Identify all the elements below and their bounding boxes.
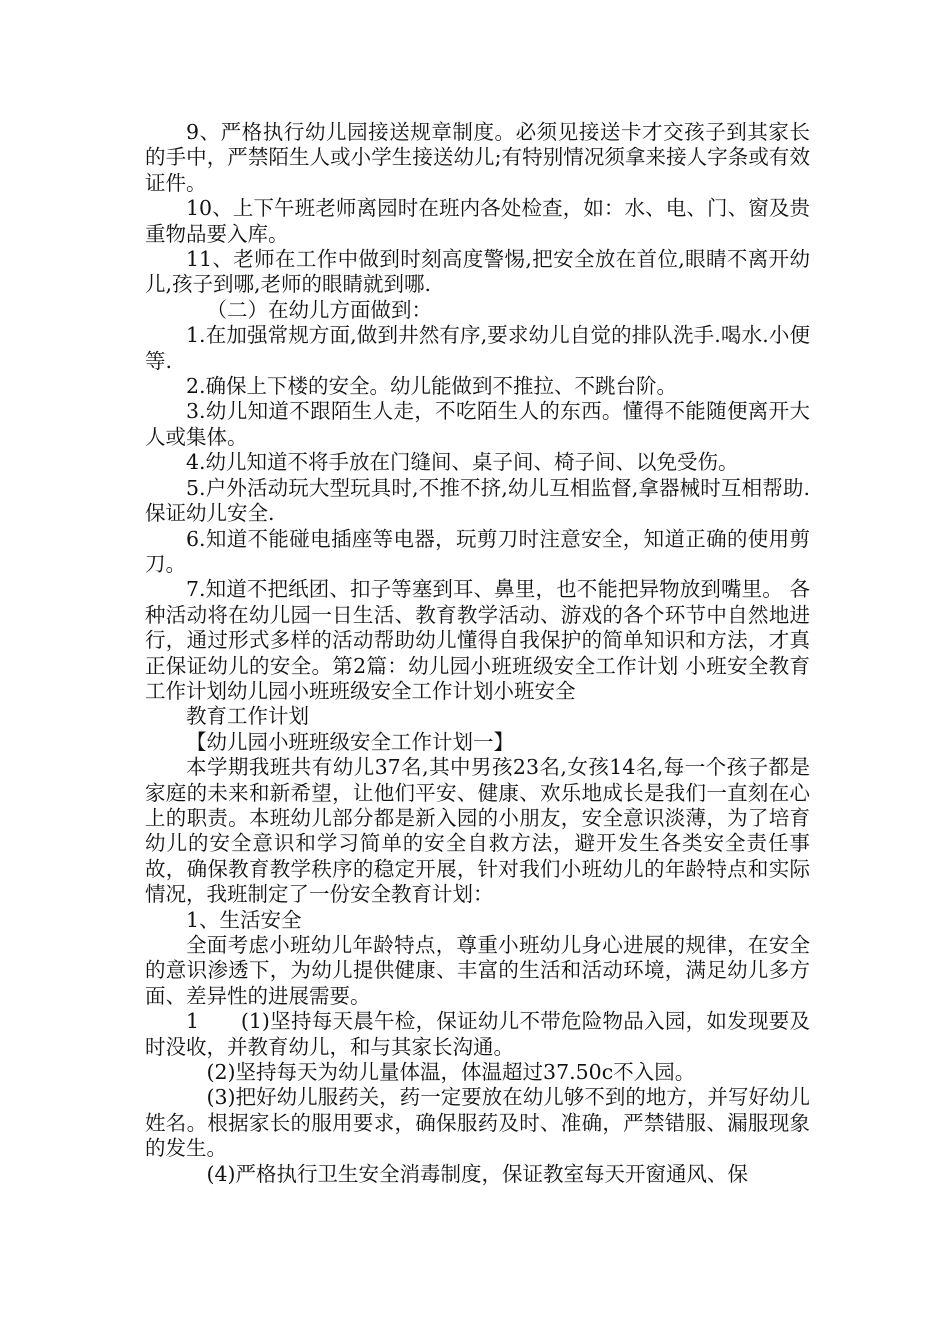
paragraph-child-6: 6.知道不能碰电插座等电器，玩剪刀时注意安全，知道正确的使用剪刀。	[145, 526, 810, 576]
section-heading-plan-one: 【幼儿园小班班级安全工作计划一】	[186, 729, 514, 754]
section-heading-children: （二）在幼儿方面做到：	[206, 297, 432, 322]
paragraph-child-1: 1.在加强常规方面,做到井然有序,要求幼儿自觉的排队洗手.喝水.小便等.	[145, 323, 810, 373]
paragraph-life-safety-intro: 全面考虑小班幼儿年龄特点，尊重小班幼儿身心进展的规律，在安全的意识渗透下，为幼儿提供健康、丰富的生活和活动环境，满足幼儿多方面、差异性的进展需要。	[145, 933, 810, 1008]
paragraph-child-5: 5.户外活动玩大型玩具时,不推不挤,幼儿互相监督,拿器械时互相帮助.保证幼儿安全.	[145, 475, 810, 526]
paragraph-item-4: (4)严格执行卫生安全消毒制度，保证教室每天开窗通风、保	[206, 1161, 749, 1186]
paragraph-item-3: (3)把好幼儿服药关，药一定要放在幼儿够不到的地方，并写好幼儿姓名。根据家长的服用要求，确保服药及时、准确，严禁错服、漏服现象的发生。	[145, 1085, 810, 1161]
paragraph-child-7: 7.知道不把纸团、扣子等塞到耳、鼻里，也不能把异物放到嘴里。 各种活动将在幼儿园一日生活、教育教学活动、游戏的各个环节中自然地进行，通过形式多样的活动帮助幼儿懂得自我保护的简单知识和方法，才真正保证幼儿的安全。第2篇：幼儿园小班班级安全工作计划 小班安全教育工作计划幼儿园小班班级安全工作计划小班安全	[145, 577, 810, 703]
paragraph-item-1: 1 (1)坚持每天晨午检，保证幼儿不带危险物品入园，如发现要及时没收，并教育幼儿，和与其家长沟通。	[145, 1009, 810, 1059]
document-body	[145, 120, 810, 1187]
paragraph-item-2: (2)坚持每天为幼儿量体温，体温超过37.50c不入园。	[206, 1060, 696, 1085]
paragraph-plan-subtitle: 教育工作计划	[186, 704, 309, 729]
paragraph-child-3: 3.幼儿知道不跟陌生人走，不吃陌生人的东西。懂得不能随便离开大人或集体。	[145, 399, 810, 449]
paragraph-child-4: 4.幼儿知道不将手放在门缝间、桌子间、椅子间、以免受伤。	[186, 450, 739, 475]
paragraph-child-2: 2.确保上下楼的安全。幼儿能做到不推拉、不跳台阶。	[186, 374, 678, 399]
paragraph-rule-9: 9、严格执行幼儿园接送规章制度。必须见接送卡才交孩子到其家长的手中，严禁陌生人或小学生接送幼儿;有特别情况须拿来接人字条或有效证件。	[145, 120, 810, 195]
paragraph-rule-11: 11、老师在工作中做到时刻高度警惕,把安全放在首位,眼睛不离开幼儿,孩子到哪,老师的眼睛就到哪.	[145, 247, 810, 297]
section-heading-life-safety: 1、生活安全	[186, 907, 302, 932]
paragraph-plan-intro: 本学期我班共有幼儿37名,其中男孩23名,女孩14名,每一个孩子都是家庭的未来和新希望，让他们平安、健康、欢乐地成长是我们一直刻在心上的职责。本班幼儿部分都是新入园的小朋友，安全意识淡薄，为了培育幼儿的安全意识和学习简单的安全自救方法，避开发生各类安全责任事故，确保教育教学秩序的稳定开展，针对我们小班幼儿的年龄特点和实际情况，我班制定了一份安全教育计划：	[145, 755, 810, 907]
paragraph-rule-10: 10、上下午班老师离园时在班内各处检查，如：水、电、门、窗及贵重物品要入库。	[145, 196, 810, 246]
